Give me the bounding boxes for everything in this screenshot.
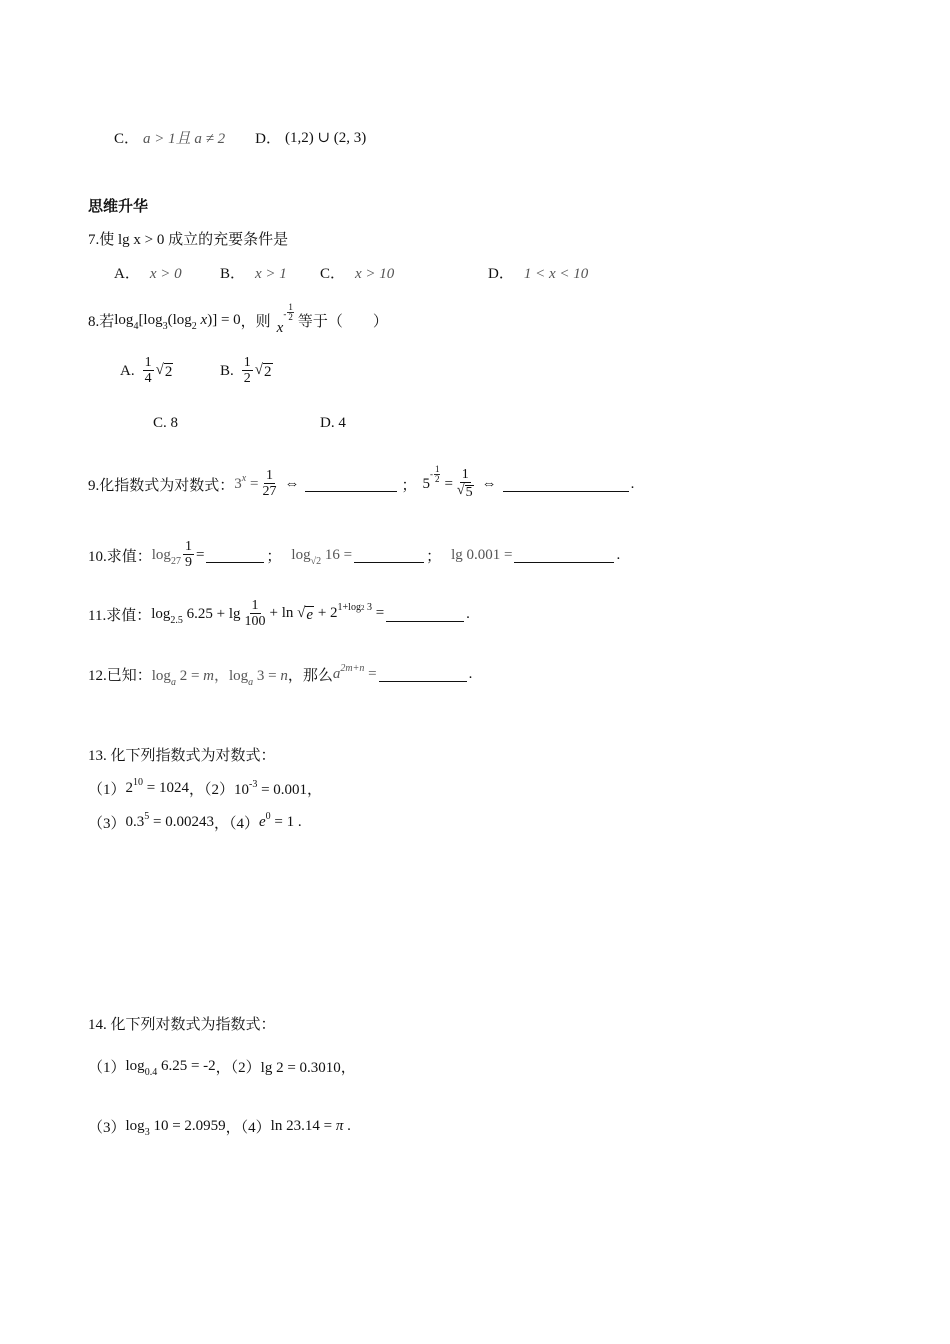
q6-option-d-label: D． bbox=[255, 131, 281, 147]
q7-option-b-text: x > 1 bbox=[255, 266, 287, 282]
q7-option-c-label: C． bbox=[320, 266, 346, 282]
q13-row-2 bbox=[88, 812, 302, 833]
q9-prefix: 9.化指数式为对数式： bbox=[88, 477, 235, 494]
q8-mid: ，则 bbox=[240, 313, 271, 330]
q10-blank-2[interactable] bbox=[354, 548, 424, 563]
q7-option-c-text: x > 10 bbox=[355, 266, 395, 282]
q13-stem: 13. 化下列指数式为对数式： bbox=[88, 748, 276, 764]
q14-label-1: （1） bbox=[88, 1060, 126, 1076]
q14-label-4: ，（4） bbox=[225, 1120, 271, 1136]
q8-power-sign: - bbox=[283, 309, 287, 319]
q7-stem: 7.使 lg x > 0 成立的充要条件是 bbox=[88, 232, 289, 248]
q6-options-row bbox=[114, 127, 366, 148]
q8-option-d: D. 4 bbox=[320, 415, 346, 431]
q13-expr-2: $10^{-3} = 0.001$， bbox=[234, 779, 323, 798]
q8-power-exponent: 1 2 bbox=[288, 301, 293, 322]
q7-option-d bbox=[488, 262, 588, 283]
q8-equation: $\log_4[\log_3(\log_2$ x)] = 0 bbox=[114, 311, 241, 332]
q11-expr: $\log_{2.5} 6.25 + \lg$ bbox=[151, 605, 241, 626]
q7-option-b bbox=[220, 262, 287, 283]
q14-stem: 14. 化下列对数式为指数式： bbox=[88, 1017, 276, 1033]
q10-blank-3[interactable] bbox=[514, 548, 614, 563]
q14-label-3: （3） bbox=[88, 1120, 126, 1136]
q11-line: 11.求值： $\log_{2.5} 6.25 + \lg$ $\frac{1}{100}$ + ln √ e + $2^{1+log2 3}$ = . bbox=[88, 598, 470, 629]
q10-expr-1: $\log_{27}$ bbox=[151, 546, 181, 567]
q14-row-2 bbox=[88, 1116, 351, 1137]
q14-row-1 bbox=[88, 1056, 356, 1077]
q9-blank-1[interactable] bbox=[305, 477, 397, 492]
q13-expr-1: $2^{10} = 1024$ bbox=[125, 777, 189, 796]
q7-option-a-text: x > 0 bbox=[149, 266, 182, 282]
q13-expr-4: $e^0 = 1$ . bbox=[259, 811, 302, 830]
q8-option-a: A. $\frac{1}{4}$ √ 2 bbox=[120, 355, 173, 386]
q7-option-b-label: B． bbox=[220, 266, 246, 282]
q12-expr-2: $a^{2m+n}$ = bbox=[332, 662, 377, 682]
q9-blank-2[interactable] bbox=[503, 477, 629, 492]
q8-option-a-label: A. bbox=[120, 362, 135, 379]
q8-option-c: C. 8 bbox=[153, 415, 179, 431]
q7-option-d-text: 1 < x < 10 bbox=[523, 266, 589, 282]
q8-suffix: 等于（ ） bbox=[297, 313, 388, 330]
q10-line: 10.求值： $\log_{27}$ $\frac{1}{9}$ = ； $\log_{√2} 16$ = ； lg 0.001 = . bbox=[88, 539, 621, 570]
q13-label-1: （1） bbox=[88, 782, 126, 798]
q6-option-c-label: C． bbox=[114, 131, 140, 147]
q10-blank-1[interactable] bbox=[206, 548, 264, 563]
q10-expr-2: $\log_{√2} 16$ = bbox=[291, 546, 353, 567]
q8-power-base: x bbox=[276, 319, 284, 336]
q8-option-b: B. $\frac{1}{2}$ √ 2 bbox=[220, 355, 272, 386]
q13-label-4: ，（4） bbox=[213, 816, 259, 832]
q12-expr-1: $\log_a 2 = m$，$\log_a 3 = n$ bbox=[151, 667, 288, 688]
q12-blank[interactable] bbox=[379, 667, 467, 682]
q7-option-a-label: A． bbox=[114, 266, 140, 282]
q14-expr-2: lg 2 = 0.3010， bbox=[260, 1060, 356, 1076]
q12-prefix: 12.已知： bbox=[88, 667, 152, 684]
q12-line: 12.已知： $\log_a 2 = m$，$\log_a 3 = n$ ，那么 $a^{2m+n}$ = . bbox=[88, 662, 473, 688]
q11-blank[interactable] bbox=[386, 607, 464, 622]
q10-expr-3: lg 0.001 = bbox=[451, 546, 513, 563]
q11-prefix: 11.求值： bbox=[88, 607, 152, 624]
q13-label-3: （3） bbox=[88, 816, 126, 832]
q14-expr-3: $\log_3 10 = 2.0959$ bbox=[125, 1118, 226, 1138]
q6-option-d-text: (1,2) ∪ (2, 3) bbox=[284, 130, 367, 146]
q7-option-d-label: D． bbox=[488, 266, 514, 282]
q14-expr-1: $\log_{0.4} 6.25 = -2$ bbox=[125, 1058, 216, 1078]
q13-label-2: ，（2） bbox=[188, 782, 234, 798]
q14-expr-4: ln 23.14 = π . bbox=[270, 1118, 351, 1134]
q6-option-c-text: a > 1且 a ≠ 2 bbox=[143, 131, 226, 147]
q10-prefix: 10.求值： bbox=[88, 548, 152, 565]
q9-expr-2: 5 bbox=[422, 475, 430, 492]
q9-line: 9.化指数式为对数式： $3^x$ = $\frac{1}{27}$ ⇔ ； 5 - $\frac{1}{2}$ = 1 √ 5 ⇔ . bbox=[88, 463, 635, 500]
q8-option-b-label: B. bbox=[220, 362, 234, 379]
q7-option-a bbox=[114, 262, 182, 283]
q8-stem bbox=[88, 301, 388, 336]
q13-row-1 bbox=[88, 778, 322, 799]
q9-expr-1: $3^x$ = bbox=[234, 472, 259, 492]
q14-label-2: ，（2） bbox=[215, 1060, 261, 1076]
q13-expr-3: $0.3^5 = 0.00243$ bbox=[125, 811, 214, 830]
q8-prefix: 8.若 bbox=[88, 313, 115, 330]
q7-option-c bbox=[320, 262, 394, 283]
q12-mid: ，那么 bbox=[287, 667, 333, 684]
section-title: 思维升华 bbox=[88, 198, 149, 215]
